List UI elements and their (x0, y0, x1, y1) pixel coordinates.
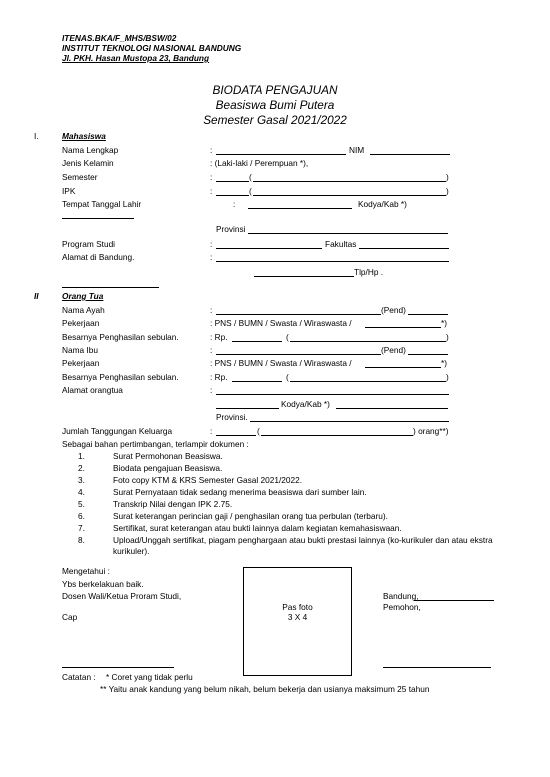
label-fakultas: Fakultas (325, 239, 357, 249)
field-pekerjaan-ayah[interactable] (365, 327, 441, 328)
signature-line-dosen[interactable] (62, 667, 174, 668)
signature-line-pemohon[interactable] (383, 667, 491, 668)
colon: : (210, 345, 213, 355)
list-item-number: 5. (78, 499, 85, 509)
field-alamat-orangtua[interactable] (216, 394, 449, 395)
label-kodya-ortu: Kodya/Kab *) (281, 399, 330, 409)
label-dosen-wali: Dosen Wali/Ketua Proram Studi, (62, 591, 182, 601)
label-nama-lengkap: Nama Lengkap (62, 145, 119, 155)
attachments-intro: Sebagai bahan pertimbangan, terlampir dokumen : (62, 439, 249, 449)
label-alamat-orangtua: Alamat orangtua (62, 385, 123, 395)
colon: : (210, 426, 213, 436)
field-semester[interactable] (216, 181, 249, 182)
label-mengetahui: Mengetahui : (62, 566, 110, 576)
label-ybs: Ybs berkelakuan baik. (62, 579, 144, 589)
label-jenis-kelamin: Jenis Kelamin (62, 158, 114, 168)
label-bandung: Bandung, (383, 591, 419, 601)
field-alamat-orangtua-2[interactable] (216, 408, 279, 409)
field-nama-ibu[interactable] (216, 354, 381, 355)
field-ttl-extra[interactable] (62, 218, 134, 219)
photo-label: Pas foto (282, 602, 313, 612)
label-penghasilan-ibu: Besarnya Penghasilan sebulan. (62, 372, 179, 382)
colon: : (210, 145, 213, 155)
label-nim: NIM (349, 145, 365, 155)
colon: : (210, 186, 213, 196)
field-tanggal[interactable] (414, 600, 494, 601)
label-program-studi: Program Studi (62, 239, 116, 249)
label-pend-ibu: (Pend) (381, 345, 406, 355)
section-1-number: I. (34, 131, 39, 141)
field-penghasilan-ibu-text[interactable] (290, 381, 446, 382)
list-item-number: 1. (78, 451, 85, 461)
paren-open: ( (249, 172, 252, 182)
paren-open: ( (249, 186, 252, 196)
field-provinsi-ortu[interactable] (250, 421, 449, 422)
label-penghasilan-ayah: Besarnya Penghasilan sebulan. (62, 332, 179, 342)
field-penghasilan-ibu[interactable] (232, 381, 282, 382)
institution-address: Jl. PKH. Hasan Mustopa 23, Bandung (62, 53, 210, 63)
label-kodya: Kodya/Kab *) (358, 199, 407, 209)
colon: : (210, 239, 213, 249)
field-penghasilan-ayah-text[interactable] (290, 341, 446, 342)
label-pekerjaan-ibu: Pekerjaan (62, 358, 100, 368)
field-nama-ayah[interactable] (216, 314, 381, 315)
section-2-number: II (34, 291, 39, 301)
paren-open: ( (257, 426, 260, 436)
label-catatan: Catatan : (62, 672, 96, 682)
field-provinsi[interactable] (248, 233, 448, 234)
field-semester-text[interactable] (253, 181, 446, 182)
list-item: Surat Pernyataan tidak sedang menerima beasiswa dari sumber lain. (113, 487, 367, 497)
label-alamat-bandung: Alamat di Bandung. (62, 252, 135, 262)
field-pend-ayah[interactable] (408, 314, 448, 315)
list-item-number: 4. (78, 487, 85, 497)
label-semester: Semester (62, 172, 98, 182)
photo-size: 3 X 4 (287, 612, 308, 623)
list-item-number: 3. (78, 475, 85, 485)
list-item: Surat keterangan perincian gaji / penghasilan orang tua perbulan (terbaru). (113, 511, 388, 521)
list-item: Sertifikat, surat keterangan atau bukti lainnya dalam kegiatan kemahasiswaan. (113, 523, 402, 533)
list-item: Biodata pengajuan Beasiswa. (113, 463, 223, 473)
pekerjaan-ayah-options[interactable]: : PNS / BUMN / Swasta / Wiraswasta / (210, 318, 352, 328)
field-kodya-ortu[interactable] (336, 408, 448, 409)
photo-box[interactable] (243, 567, 352, 676)
field-penghasilan-ayah[interactable] (232, 341, 282, 342)
page-semester: Semester Gasal 2021/2022 (203, 113, 347, 127)
list-item: Foto copy KTM & KRS Semester Gasal 2021/2022. (113, 475, 303, 485)
field-pekerjaan-ibu[interactable] (365, 367, 441, 368)
list-item-continued: kurikuler). (113, 546, 150, 556)
institution-name: INSTITUT TEKNOLOGI NASIONAL BANDUNG (62, 43, 242, 53)
pekerjaan-ibu-options[interactable]: : PNS / BUMN / Swasta / Wiraswasta / (210, 358, 352, 368)
label-pemohon: Pemohon, (383, 602, 421, 612)
field-tanggungan[interactable] (216, 435, 256, 436)
label-cap: Cap (62, 612, 78, 622)
field-nama-lengkap[interactable] (216, 154, 346, 155)
paren-close: ) (446, 172, 449, 182)
colon: : (210, 172, 213, 182)
label-rp: : Rp. (210, 332, 228, 342)
field-pend-ibu[interactable] (408, 354, 448, 355)
colon: : (233, 199, 236, 209)
label-pend-ayah: (Pend) (381, 305, 406, 315)
label-provinsi-ortu: Provinsi. (216, 412, 248, 422)
field-alamat-bandung-2[interactable] (254, 276, 354, 277)
list-item: Upload/Unggah sertifikat, piagam penghargaan atau bukti prestasi lainnya (ko-kurikuler dan atau ekstra (113, 535, 493, 545)
field-ipk[interactable] (216, 195, 249, 196)
label-tanggungan: Jumlah Tanggungan Keluarga (62, 426, 173, 436)
note-2: ** Yaitu anak kandung yang belum nikah, belum bekerja dan usianya maksimum 25 tahun (100, 684, 430, 694)
paren-close: ) (446, 186, 449, 196)
label-ttl: Tempat Tanggal Lahir (62, 199, 142, 209)
field-tlp-extra[interactable] (62, 287, 159, 288)
field-fakultas[interactable] (359, 248, 449, 249)
field-tanggungan-text[interactable] (261, 435, 413, 436)
paren-close: ) (446, 332, 449, 342)
label-tlp: Tlp/Hp . (354, 267, 384, 277)
list-item-number: 2. (78, 463, 85, 473)
colon: : (210, 385, 213, 395)
label-rp: : Rp. (210, 372, 228, 382)
label-nama-ibu: Nama Ibu (62, 345, 98, 355)
label-pekerjaan-ayah: Pekerjaan (62, 318, 100, 328)
list-item-number: 7. (78, 523, 85, 533)
form-code: ITENAS.BKA/F_MHS/BSW/02 (62, 33, 177, 43)
field-ttl[interactable] (248, 208, 352, 209)
page-title: BIODATA PENGAJUAN (212, 83, 338, 97)
label-ipk: IPK (62, 186, 76, 196)
section-2-heading: Orang Tua (62, 291, 104, 301)
paren-open: ( (286, 332, 289, 342)
note-star: *) (441, 358, 447, 368)
note-star: *) (441, 318, 447, 328)
label-orang: ) orang**) (413, 426, 449, 436)
list-item: Transkrip Nilai dengan IPK 2.75. (113, 499, 233, 509)
section-1-heading: Mahasiswa (62, 131, 106, 141)
list-item-number: 8. (78, 535, 85, 545)
label-nama-ayah: Nama Ayah (62, 305, 105, 315)
list-item: Surat Permohonan Beasiswa. (113, 451, 223, 461)
label-provinsi: Provinsi (216, 224, 246, 234)
colon: : (210, 305, 213, 315)
paren-open: ( (286, 372, 289, 382)
field-nim[interactable] (370, 154, 450, 155)
field-alamat-bandung[interactable] (216, 261, 449, 262)
list-item-number: 6. (78, 511, 85, 521)
paren-close: ) (446, 372, 449, 382)
page-subtitle: Beasiswa Bumi Putera (215, 98, 335, 112)
note-1: * Coret yang tidak perlu (106, 672, 193, 682)
field-program-studi[interactable] (216, 248, 322, 249)
jenis-kelamin-options[interactable]: : (Laki-laki / Perempuan *), (210, 158, 309, 168)
field-ipk-text[interactable] (253, 195, 446, 196)
colon: : (210, 252, 213, 262)
